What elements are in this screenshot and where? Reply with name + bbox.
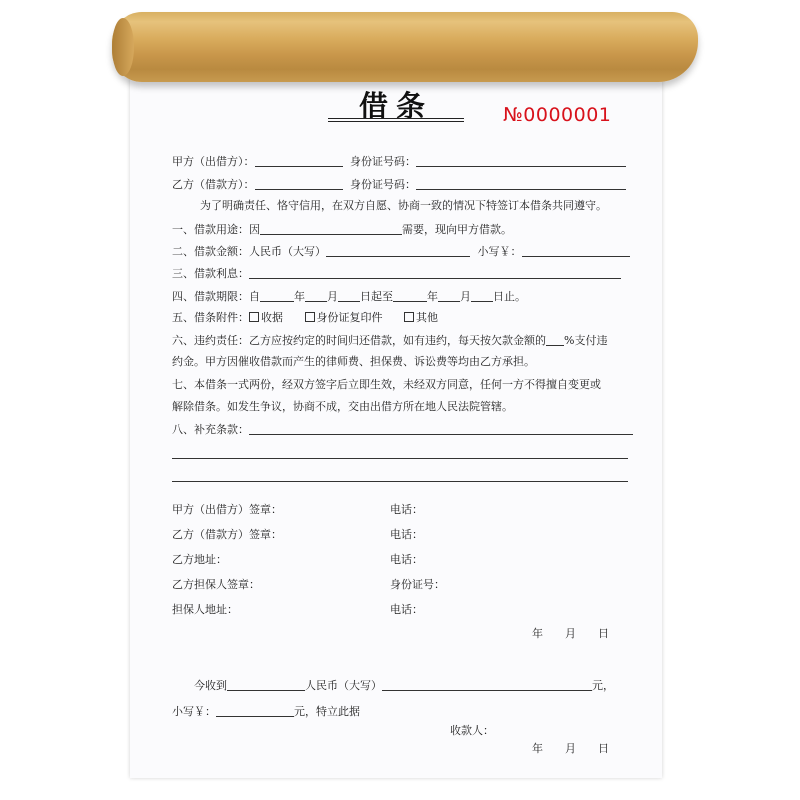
lender-phone-label: 电话： (390, 503, 423, 516)
lender-name-field[interactable] (255, 154, 343, 167)
clause-6-line-2: 约金。甲方因催收借款而产生的律师费、担保费、诉讼费等均由乙方承担。 (172, 355, 535, 368)
preamble: 为了明确责任、恪守信用，在双方自愿、协商一致的情况下特签订本借条共同遵守。 (200, 199, 607, 212)
clause-4-label: 四、借款期限：自 (172, 290, 260, 303)
lender-row (172, 154, 626, 169)
start-year-field[interactable] (260, 289, 294, 302)
clause-8 (172, 422, 633, 437)
address-phone-label: 电话： (390, 553, 423, 566)
year-label: 年 (294, 290, 305, 303)
other-option-label: 其他 (416, 311, 438, 324)
signature-date (532, 627, 609, 641)
clause-5-label: 五、借条附件： (172, 311, 249, 324)
clause-6-text-b: %支付违 (564, 334, 608, 347)
borrower-name-field[interactable] (255, 177, 343, 190)
interest-field[interactable] (249, 266, 621, 279)
clause-1 (172, 222, 512, 237)
supplementary-field-1[interactable] (249, 422, 633, 435)
amount-small-field[interactable] (522, 244, 630, 257)
receipt-option-label: 收据 (261, 311, 283, 324)
clause-2 (172, 244, 630, 259)
month-label-2: 月 (460, 290, 471, 303)
guarantor-address-label: 担保人地址： (172, 603, 238, 616)
received-upper-field[interactable] (382, 678, 592, 691)
end-year-field[interactable] (393, 289, 427, 302)
clause-2-label: 二、借款金额：人民币（大写） (172, 245, 326, 258)
id-copy-checkbox[interactable] (305, 312, 315, 322)
receipt-small-label: 小写￥： (172, 705, 216, 718)
receipt-month-label: 月 (565, 742, 576, 755)
loan-purpose-field[interactable] (260, 222, 402, 235)
other-checkbox[interactable] (404, 312, 414, 322)
lender-id-field[interactable] (416, 154, 626, 167)
receiver-label: 收款人： (450, 724, 494, 737)
lender-id-label: 身份证号码： (350, 155, 416, 168)
month-label: 月 (327, 290, 338, 303)
yuan-label: 元， (592, 679, 614, 692)
receipt-date (532, 742, 609, 756)
start-day-field[interactable] (338, 289, 360, 302)
penalty-rate-field[interactable] (546, 333, 564, 346)
amount-small-label: 小写￥： (477, 245, 522, 258)
supplementary-field-3[interactable] (172, 481, 628, 482)
borrower-label: 乙方（借款方）： (172, 178, 255, 191)
amount-upper-field[interactable] (326, 244, 470, 257)
borrower-phone-label: 电话： (390, 528, 423, 541)
clause-7-line-1: 七、本借条一式两份，经双方签字后立即生效，未经双方同意，任何一方不得擅自变更或 (172, 378, 601, 391)
serial-number: №0000001 (503, 104, 612, 126)
clause-1-label: 一、借款用途：因 (172, 223, 260, 236)
borrower-id-label: 身份证号码： (350, 178, 416, 191)
borrower-signature-label: 乙方（借款方）签章： (172, 528, 282, 541)
start-month-field[interactable] (305, 289, 327, 302)
borrower-address-label: 乙方地址： (172, 553, 227, 566)
guarantor-signature-label: 乙方担保人签章： (172, 578, 260, 591)
title-block (328, 84, 464, 126)
lender-label: 甲方（出借方）： (172, 155, 255, 168)
id-copy-option-label: 身份证复印件 (316, 311, 383, 324)
clause-3-label: 三、借款利息： (172, 267, 249, 280)
year-label-2: 年 (427, 290, 438, 303)
receipt-small-field[interactable] (216, 704, 294, 717)
page-title: 借条 (358, 89, 433, 123)
clause-4 (172, 289, 526, 304)
from-label: 日起至 (360, 290, 393, 303)
date-day-label: 日 (598, 627, 609, 640)
date-month-label: 月 (565, 627, 576, 640)
title-underline-double (328, 121, 464, 122)
guarantor-id-label: 身份证号： (390, 578, 445, 591)
borrower-id-field[interactable] (416, 177, 626, 190)
receipt-row-1 (194, 678, 614, 693)
clause-1-suffix: 需要，现向甲方借款。 (402, 223, 512, 236)
clause-6-line-1 (172, 333, 607, 348)
rmb-upper-label: 人民币（大写） (305, 679, 382, 692)
guarantor-phone-label: 电话： (390, 603, 423, 616)
end-month-field[interactable] (438, 289, 460, 302)
date-year-label: 年 (532, 627, 543, 640)
received-amount-field[interactable] (227, 678, 305, 691)
borrower-row (172, 177, 626, 192)
clause-8-label: 八、补充条款： (172, 423, 249, 436)
clause-7-line-2: 解除借条。如发生争议，协商不成，交由出借方所在地人民法院管辖。 (172, 400, 513, 413)
received-label: 今收到 (194, 679, 227, 692)
supplementary-field-2[interactable] (172, 458, 628, 459)
kraft-paper-roll (112, 12, 698, 82)
clause-3 (172, 266, 621, 281)
receipt-year-label: 年 (532, 742, 543, 755)
receipt-day-label: 日 (598, 742, 609, 755)
receipt-checkbox[interactable] (249, 312, 259, 322)
clause-5 (172, 311, 438, 325)
clause-6-text-a: 六、违约责任：乙方应按约定的时间归还借款，如有违约，每天按欠款金额的 (172, 334, 546, 347)
receipt-yuan-end: 元，特立此据 (294, 705, 360, 718)
end-day-field[interactable] (471, 289, 493, 302)
lender-signature-label: 甲方（出借方）签章： (172, 503, 282, 516)
receipt-row-2 (172, 704, 360, 719)
end-label: 日止。 (493, 290, 526, 303)
title-underline (328, 118, 464, 119)
